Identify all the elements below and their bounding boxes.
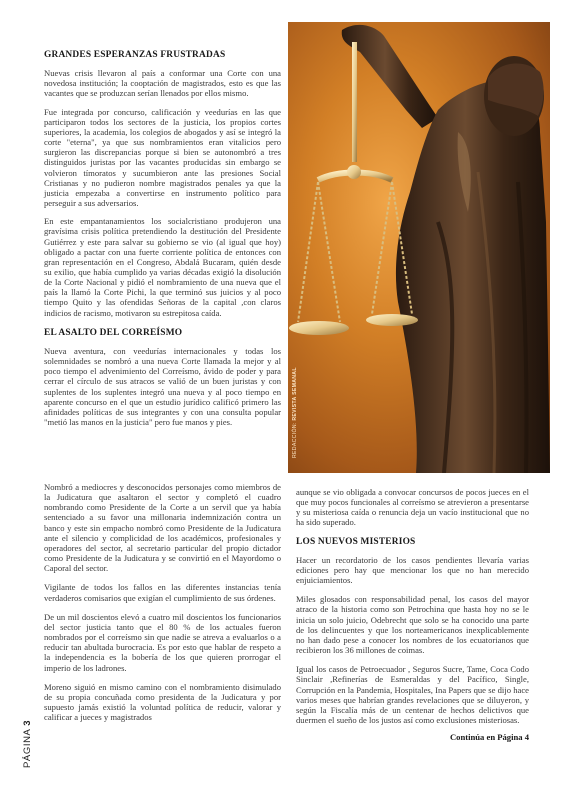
left-column-upper xyxy=(44,48,281,435)
photo-credit xyxy=(292,367,298,458)
paragraph: Hacer un recordatorio de los casos pendientes llevaría varias ediciones pero hay que mencionar los que no han merecido enjuiciamientos. xyxy=(296,554,529,586)
paragraph: aunque se vio obligada a convocar concursos de pocos jueces en el que muy pocos funcionales al correísmo se atrevieron a presentarse y su misteriosa caída o renuncia deja un vacío institucional que no ha sido superado. xyxy=(296,487,529,528)
page-label: PÁGINA xyxy=(22,729,33,768)
paragraph: Nueva aventura, con veedurías internacionales y todas los solemnidades se nombró a una nueva Corte llamada la mejor y al poco tiempo el advenimiento del Correísmo, ávido de poder y para cerrar el círculo de sus atracos se valió de un buen juristas y con suplentes de los suplentes integró una nueva y al poco tiempo en aparente concurso en el que un estudio jurídico calificó primero las afinidades políticas de sus integrantes y con una consulta popular "metió las manos en la justicia" pero fue manos y pies. xyxy=(44,345,281,427)
section-heading-asalto-correismo: EL ASALTO DEL CORREÍSMO xyxy=(44,327,183,338)
paragraph: Nuevas crisis llevaron al país a conformar una Corte con una novedosa institución; la cooptación de magistrados, esto es que las vacantes que se produzcan serían llenados por ellos mismo. xyxy=(44,68,281,99)
section-heading-nuevos-misterios: LOS NUEVOS MISTERIOS xyxy=(296,536,416,547)
paragraph: De un mil doscientos elevó a cuatro mil doscientos los funcionarios del sector justicia tanto que el 80 % de los actuales fueron nombrados por el correísmo sin que nadie se atreva a evaluarlos o a reducir tan abultada burocracia. Es por esto que hablar de respeto a la independencia es la bobería de los que quieren prorrogar el imperio de los ladrones. xyxy=(44,611,281,673)
continue-on-page-4: Continúa en Página 4 xyxy=(449,732,529,743)
paragraph: Miles glosados con responsabilidad penal, los casos del mayor atraco de la historia como son Petrochina que hasta hoy no se le inicia un solo juicio, Odebrecht que solo se ha conocido una parte de los delincuentes y que los norteamericanos inexplicablemente no han dado pese a conocer los nombres de los ecuatorianos que recibieron los 36 millones de coimas. xyxy=(296,594,529,656)
paragraph: Nombró a mediocres y desconocidos personajes como miembros de la Judicatura que asaltaron el sector y completó el cuadro nombrando como Presidente de la Corte a un servil que ya había sentenciado a su favor una millonaria indemnización contra un banco y este sin empacho nombró como Presidente de la Judicatura ante el silencio y complicidad de los académicos, profesionales y operadores del sector, al secretario particular del propio dictador como Presidente de la Judicatura y se convirtió en el Mayordomo o Caporal del sector. xyxy=(44,482,281,574)
photo-credit-label: REDACCIÓN: xyxy=(292,422,298,458)
left-column-lower xyxy=(44,482,281,731)
section-heading-grandes-esperanzas: GRANDES ESPERANZAS FRUSTRADAS xyxy=(44,50,226,60)
lady-justice-statue-image xyxy=(288,22,550,473)
paragraph: Fue integrada por concurso, calificación y veedurías en las que participaron todos los sectores de la justicia, los propios cortes superiores, la academia, los colegios de abogados y así se integró la corte "eterna", ya que sus nombramientos eran vitalicios pero surgieron las discrepancias porque si bien se autonombró a tres distinguidos juristas por las vacantes producidas sin embargo se volvieron tímoratos y sucumbieron ante las presiones Social Cristianas y no pudieron nombre magistrados penales ya que la justicia empezaba a convertirse en instrumento político para perseguir a sus adversarios. xyxy=(44,106,281,209)
paragraph: Vigilante de todos los fallos en las diferentes instancias tenía verdaderos comisarios que exigían el cumplimiento de sus órdenes. xyxy=(44,582,281,603)
paragraph: Moreno siguió en mismo camino con el nombramiento disimulado de su propia concuñada como presidenta de la Judicatura y por supuesto jamás existió la voluntad política de reducir, valorar y calificar a jueces y magistrados xyxy=(44,681,281,723)
paragraph: En este empantanamientos los socialcristiano produjeron una gravísima crisis política pretendiendo la destitución del Presidente Gutiérrez y este para salvar su gobierno se vio (al igual que hoy) obligado a pactar con una fuerte corriente política de entonces con gran representación en el Congreso, Abdalá Bucaram, quién desde su exilio, que había cumplido ya varias décadas exigió la disolución de la Corte Nacional y pidió el nombramiento de una nueva que el país la llamó la Corte Pichi, la que terminó sus juicios y al poco tiempo Quito y las ofendidas Señoras de la capital ,con claros indicios de racismo, motivaron su estrepitosa caída. xyxy=(44,216,281,318)
paragraph: Igual los casos de Petroecuador , Seguros Sucre, Tame, Coca Codo Sinclair ,Refinerías de Esmeraldas y del Pacífico, Single, Corrupción en la Pandemia, Hospitales, Ina Papers que se dijo hace varios meses que habrían grandes revelaciones que se diluyeron, y según la Fiscalía más de un centenar de hechos delictivos que duermen el sueño de los justos así como exclusiones misteriosas. xyxy=(296,664,529,725)
page-number xyxy=(22,720,33,768)
page-number-value: 3 xyxy=(22,719,33,726)
photo-credit-source: REVISTA SEMANAL xyxy=(292,367,298,421)
right-column-lower xyxy=(296,487,529,742)
lady-justice-photo xyxy=(288,22,550,473)
